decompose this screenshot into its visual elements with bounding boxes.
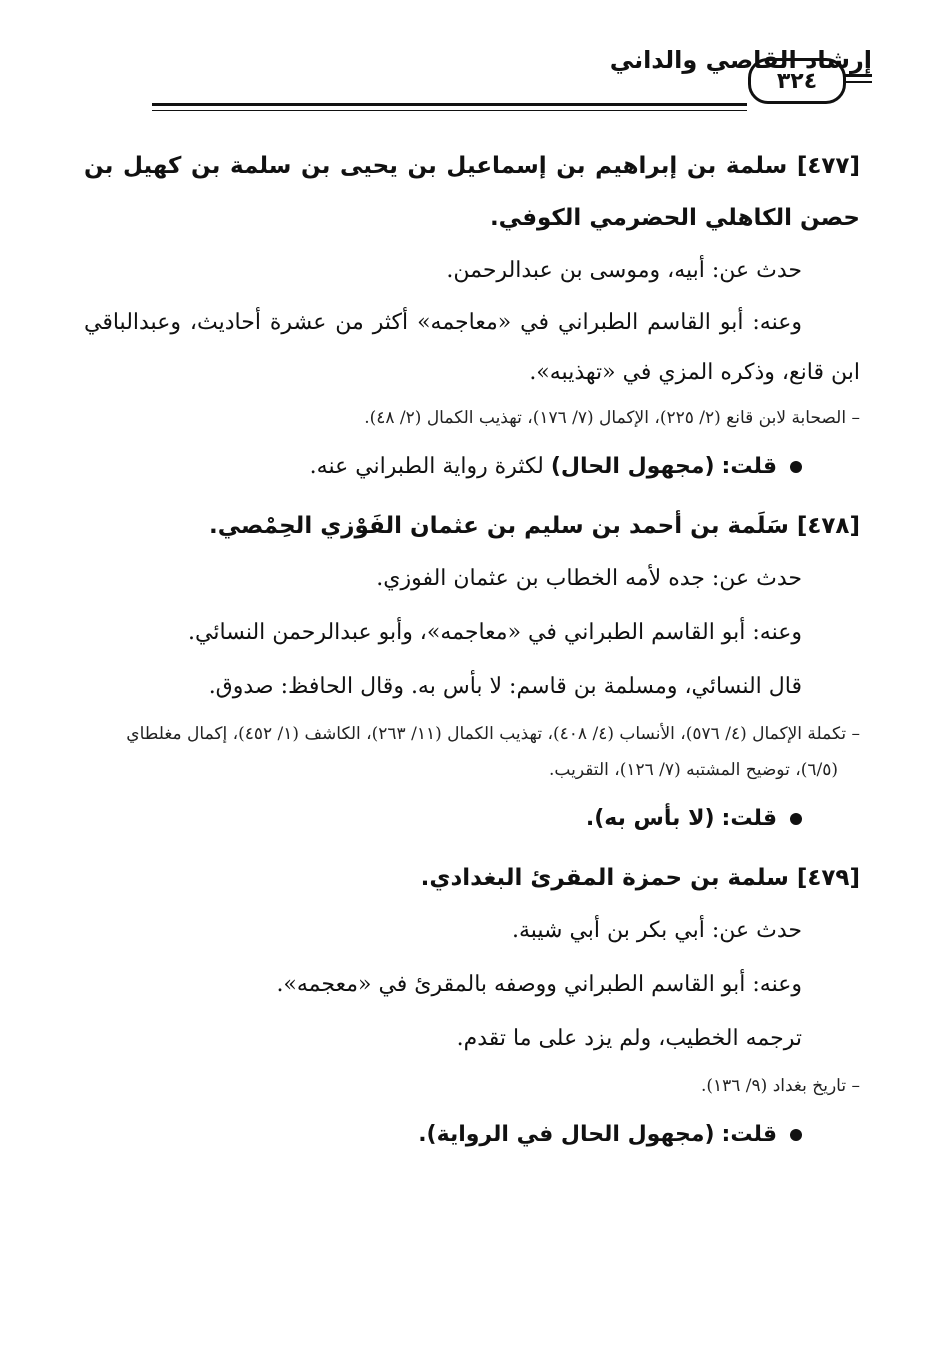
narrators-from-him: وعنه: أبو القاسم الطبراني في «معاجمه»، وأبو عبدالرحمن النسائي. [188,620,802,645]
author-note [84,1108,860,1162]
references: – تكملة الإكمال (٤/ ٥٧٦)، الأنساب (٤/ ٤٠٨)، تهذيب الكمال (١١/ ٢٦٣)، الكاشف (١/ ٤٥٢)، إكمال مغلطاي (٦/٥)، توضيح المشتبه (٧/ ١٢٦)، التقريب. [84,716,860,788]
note-label: قلت: [721,806,777,831]
narrators-from-him: وعنه: أبو القاسم الطبراني في «معاجمه» أكثر من عشرة أحاديث، وعبدالباقي ابن قانع، وذكره المزي في «تهذيبه». [84,310,860,385]
biography-note: ترجمه الخطيب، ولم يزد على ما تقدم. [456,1026,802,1051]
note-verdict: (لا بأس به). [585,806,715,831]
bullet-icon [790,813,802,825]
entry-title: [٤٧٨] سَلَمة بن أحمد بن سليم بن عثمان الفَوْزي الحِمْصي. [209,513,860,539]
note-verdict: (مجهول الحال) [550,454,715,479]
grading: قال النسائي، ومسلمة بن قاسم: لا بأس به. وقال الحافظ: صدوق. [208,674,802,699]
page-header [60,38,872,108]
references: – الصحابة لابن قانع (٢/ ٢٢٥)، الإكمال (٧/ ١٧٦)، تهذيب الكمال (٢/ ٤٨). [84,400,860,436]
bullet-icon [790,461,802,473]
note-rest: لكثرة رواية الطبراني عنه. [309,454,544,479]
entry-title: [٤٧٩] سلمة بن حمزة المقرئ البغدادي. [420,865,860,891]
header-rule-long [152,103,747,111]
header-rule-short [844,74,872,83]
author-note [84,440,860,494]
narrated-from: حدث عن: أبي بكر بن أبي شيبة. [511,918,802,943]
note-verdict: (مجهول الحال في الرواية). [418,1122,715,1147]
running-title: إرشاد القاصي والداني [609,46,872,74]
narrated-from: حدث عن: أبيه، وموسى بن عبدالرحمن. [446,258,802,283]
page-number: ٣٢٤ [748,58,846,104]
note-label: قلت: [721,1122,777,1147]
narrators-from-him: وعنه: أبو القاسم الطبراني ووصفه بالمقرئ في «معجمه». [276,972,802,997]
author-note [84,792,860,846]
narrated-from: حدث عن: جده لأمه الخطاب بن عثمان الفوزي. [376,566,802,591]
references: – تاريخ بغداد (٩/ ١٣٦). [84,1068,860,1104]
bullet-icon [790,1129,802,1141]
page-content [84,140,860,1162]
entry-479 [84,852,860,1162]
entry-477 [84,140,860,494]
entry-478 [84,500,860,846]
entry-title: [٤٧٧] سلمة بن إبراهيم بن إسماعيل بن يحيى بن سلمة بن كهيل بن حصن الكاهلي الحضرمي الكوفي. [84,153,860,231]
note-label: قلت: [721,454,777,479]
